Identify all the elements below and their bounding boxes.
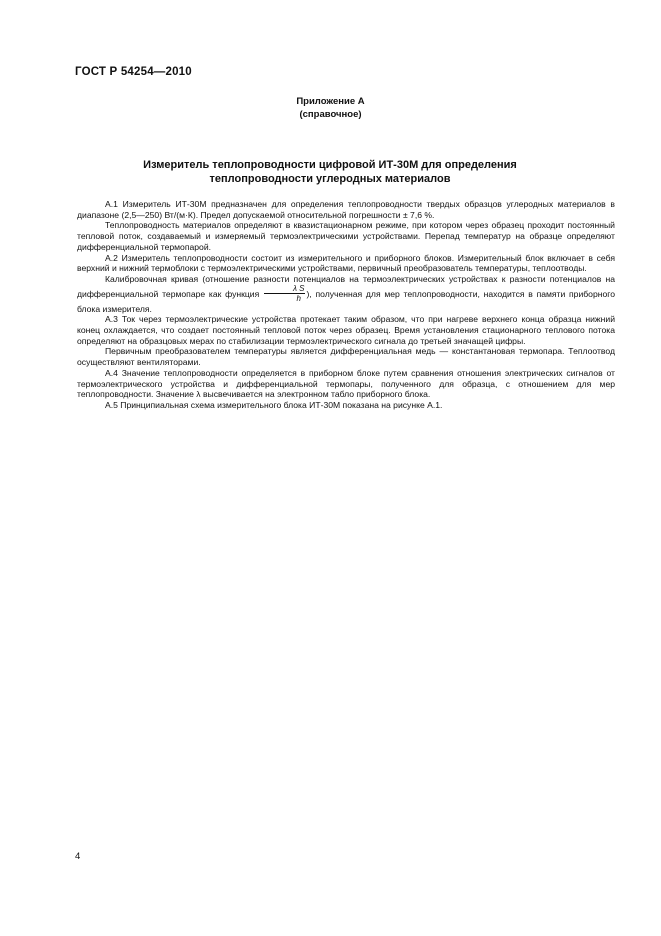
appendix-heading — [0, 95, 661, 121]
fraction-formula — [264, 284, 306, 303]
document-title-line-2: теплопроводности углеродных материалов — [209, 173, 451, 185]
paragraph-a4: А.4 Значение теплопроводности определяется в приборном блоке путем сравнения отношения электрических сигналов от термоэлектрического устройства и дифференциальной термопары, полученного для образца, с отношением для мер теплопроводности. Значение λ высвечивается на электронном табло приборного блока. — [77, 367, 615, 400]
paragraph-thermal-conductivity: Теплопроводность материалов определяют в квазистационарном режиме, при котором через образец проходит постоянный тепловой поток, создаваемый и измеряемый термоэлектрическими устройствами. Перепад температур на образце определяют дифференциальной термопарой. — [77, 220, 615, 252]
paragraph-primary-converter: Первичным преобразователем температуры является дифференциальная медь — константановая термопара. Теплоотвод осуществляют вентиляторами. — [77, 346, 615, 368]
paragraph-calibration-curve — [77, 274, 615, 314]
document-title-line-1: Измеритель теплопроводности цифровой ИТ-30М для определения — [143, 159, 517, 171]
standard-code: ГОСТ Р 54254—2010 — [75, 66, 192, 78]
paragraph-a3: А.3 Ток через термоэлектрические устройства протекает таким образом, что при нагреве верхнего конца образца нижний конец охлаждается, что создает постоянный тепловой поток через образец. Время установления стационарного теплового потока определяют на образцовых мерах по стабилизации термоэлектрического сигнала до третьей значащей цифры. — [77, 314, 615, 346]
page-number: 4 — [75, 851, 81, 862]
appendix-label: Приложение А — [296, 96, 365, 107]
body-text — [77, 199, 615, 411]
paragraph-a1: А.1 Измеритель ИТ-30М предназначен для определения теплопроводности твердых образцов углеродных материалов в диапазоне (2,5—250) Вт/(м·К). Предел допускаемой относительной погрешности ± 7,6 %. — [77, 199, 615, 220]
appendix-type: (справочное) — [299, 109, 362, 120]
calibration-text-start: Калибровочная кривая (отношение разности потенциалов на термоэлектрических устройствах к разности потенциалов на дифференциальной термопаре как функция — [77, 273, 615, 299]
paragraph-a5: А.5 Принципиальная схема измерительного блока ИТ-30М показана на рисунке А.1. — [105, 399, 443, 410]
paragraph-a2: А.2 Измеритель теплопроводности состоит из измерительного и приборного блоков. Измерительный блок включает в себя верхний и нижний термоблоки с термоэлектрическими устройствами, первичный преобразователь температуры, теплоотводы. — [77, 252, 615, 274]
fraction-denominator: h — [296, 293, 301, 303]
document-title — [100, 158, 560, 186]
calibration-text-end: ), полученная для мер теплопроводности, находится в памяти приборного блока измерителя. — [77, 288, 615, 314]
fraction-numerator: λ S — [264, 284, 306, 294]
